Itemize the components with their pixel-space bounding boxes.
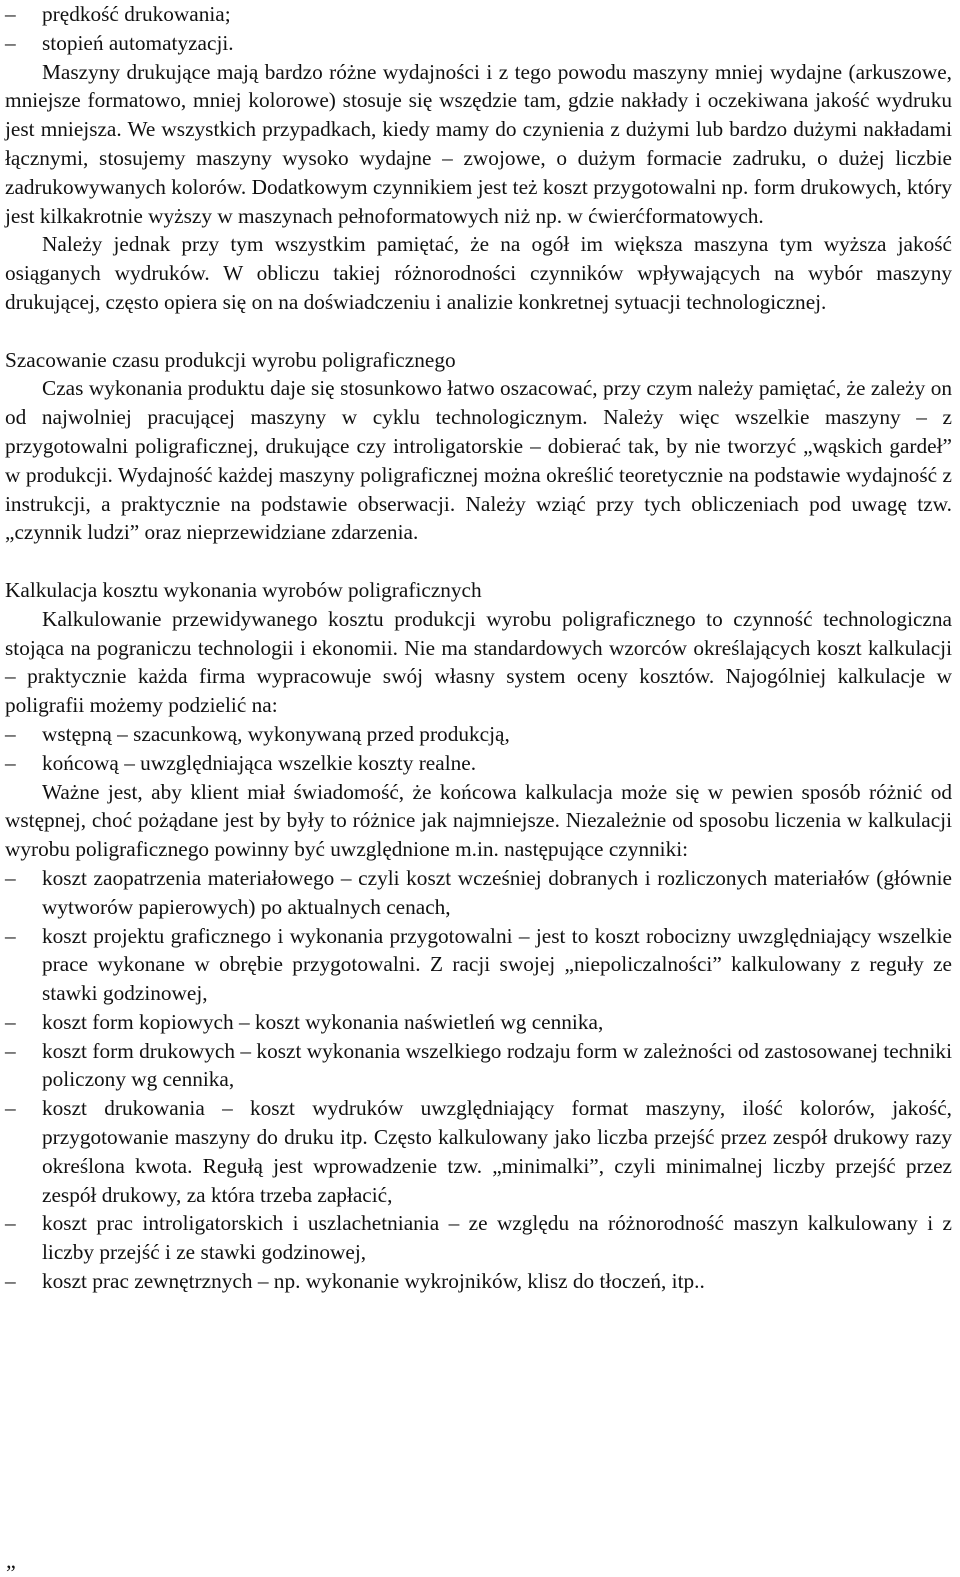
list-dash: – (5, 750, 16, 775)
paragraph-quality: Należy jednak przy tym wszystkim pamiętać, że na ogół im większa maszyna tym wyższa jakość osiąganych wydruków. W obliczu takiej różnorodności czynników wpływających na wybór maszyny drukującej, często opiera się on na doświadczeniu i analizie konkretnej sytuacji technologicznej. (5, 232, 952, 314)
list-dash: – (5, 1211, 16, 1236)
list-item (5, 749, 952, 778)
list-dash: – (5, 923, 16, 948)
paragraph-cost: Kalkulowanie przewidywanego kosztu produkcji wyrobu poligraficznego to czynność technologiczna stojąca na pograniczu technologii i ekonomii. Nie ma standardowych wzorców określających koszt kalkulacji – praktycznie każda firma wypracowuje swój własny system oceny kosztów. Najogólniej kalkulacje w poligrafii możemy podzielić na: (5, 606, 952, 718)
paragraph-cost-factors: Ważne jest, aby klient miał świadomość, że końcowa kalkulacja może się w pewien sposób różnić od wstępnej, choć pożądane jest by były to różnice jak najmniejsze. Niezależnie od sposobu liczenia w kalkulacji wyrobu poligraficznego powinny być uwzględnione m.in. następujące czynniki: (5, 779, 952, 862)
list-item-text: koszt form kopiowych – koszt wykonania naświetleń wg cennika, (42, 1009, 604, 1034)
list-item-text: stopień automatyzacji. (42, 30, 234, 55)
list-item (5, 29, 952, 58)
list-dash: – (5, 1038, 16, 1063)
list-dash: – (5, 865, 16, 890)
list-item (5, 720, 952, 749)
list-dash: – (5, 2, 16, 26)
list-dash: – (5, 721, 16, 746)
list-item-text: koszt prac zewnętrznych – np. wykonanie wykrojników, klisz do tłoczeń, itp.. (42, 1269, 705, 1294)
list-dash: – (5, 1009, 16, 1034)
list-item (5, 1037, 952, 1095)
spacer (5, 317, 952, 346)
list-item-text: koszt drukowania – koszt wydruków uwzględniający format maszyny, ilość kolorów, jakość, przygotowanie maszyny do druku itp. Często kalkulowany jako liczba przejść przez zespół drukowy razy określona kwota. Regułą jest wprowadzenie tzw. „minimalki”, czyli minimalnej liczby przejść przez zespół drukowy, za która trzeba zapłacić, (42, 1096, 952, 1207)
list-item (5, 922, 952, 1008)
paragraph-machines: Maszyny drukujące mają bardzo różne wydajności i z tego powodu maszyny mniej wydajne (arkuszowe, mniejsze formatowo, mniej kolorowe) stosuje się wszędzie tam, gdzie nakłady i oczekiwana jakość wydruku jest mniejsza. We wszystkich przypadkach, kiedy mamy do czynienia z dużymi lub bardzo dużymi nakładami łącznymi, stosujemy maszyny wysoko wydajne – zwojowe, o dużym formacie zadruku, o dużej liczbie zadrukowywanych kolorów. Dodatkowym czynnikiem jest też koszt przygotowalni np. form drukowych, który jest kilkakrotnie wyższy w maszynach pełnoformatowych niż np. w ćwierćformatowych. (5, 59, 952, 228)
list-item-text: koszt zaopatrzenia materiałowego – czyli koszt wcześniej dobranych i rozliczonych materiałów (głównie wytworów papierowych) po aktualnych cenach, (42, 865, 952, 919)
list-item (5, 1209, 952, 1267)
spacer (5, 547, 952, 576)
list-item (5, 0, 952, 29)
list-item-text: koszt form drukowych – koszt wykonania wszelkiego rodzaju form w zależności od zastosowanej techniki policzony wg cennika, (42, 1038, 952, 1092)
list-item (5, 1008, 952, 1037)
list-item-text: wstępną – szacunkową, wykonywaną przed produkcją, (42, 721, 510, 746)
list-item-text: koszt projektu graficznego i wykonania przygotowalni – jest to koszt robocizny uwzględniający wszelkie prace wykonane w obrębie przygotowalni. Z racji swojej „niepoliczalności” kalkulowany z reguły ze stawki godzinowej, (42, 923, 952, 1006)
list-dash: – (5, 1096, 16, 1121)
list-item (5, 1267, 952, 1296)
section-heading-time: Szacowanie czasu produkcji wyrobu poligraficznego (5, 347, 456, 372)
list-item (5, 1094, 952, 1209)
paragraph-time: Czas wykonania produktu daje się stosunkowo łatwo oszacować, przy czym należy pamiętać, że zależy on od najwolniej pracującej maszyny w cyklu technologicznym. Należy więc wszelkie maszyny – z przygotowalni poligraficznej, drukujące czy introligatorskie – dobierać tak, by nie tworzyć „wąskich gardeł” w produkcji. Wydajność każdej maszyny poligraficznej można określić teoretycznie na podstawie wydajność z instrukcji, a praktycznie na podstawie obserwacji. Należy wziąć przy tych obliczeniach pod uwagę tzw. „czynnik ludzi” oraz nieprzewidziane zdarzenia. (5, 376, 952, 545)
section-heading-cost: Kalkulacja kosztu wykonania wyrobów poligraficznych (5, 577, 482, 602)
list-dash: – (5, 1269, 16, 1294)
footer-quote-mark: „ (6, 1548, 16, 1573)
list-dash: – (5, 30, 16, 55)
list-item-text: końcową – uwzględniająca wszelkie koszty realne. (42, 750, 477, 775)
list-item-text: koszt prac introligatorskich i uszlachetniania – ze względu na różnorodność maszyn kalkulowany i z liczby przejść i ze stawki godzinowej, (42, 1211, 952, 1265)
list-item (5, 864, 952, 922)
list-item-text: prędkość drukowania; (42, 2, 231, 26)
